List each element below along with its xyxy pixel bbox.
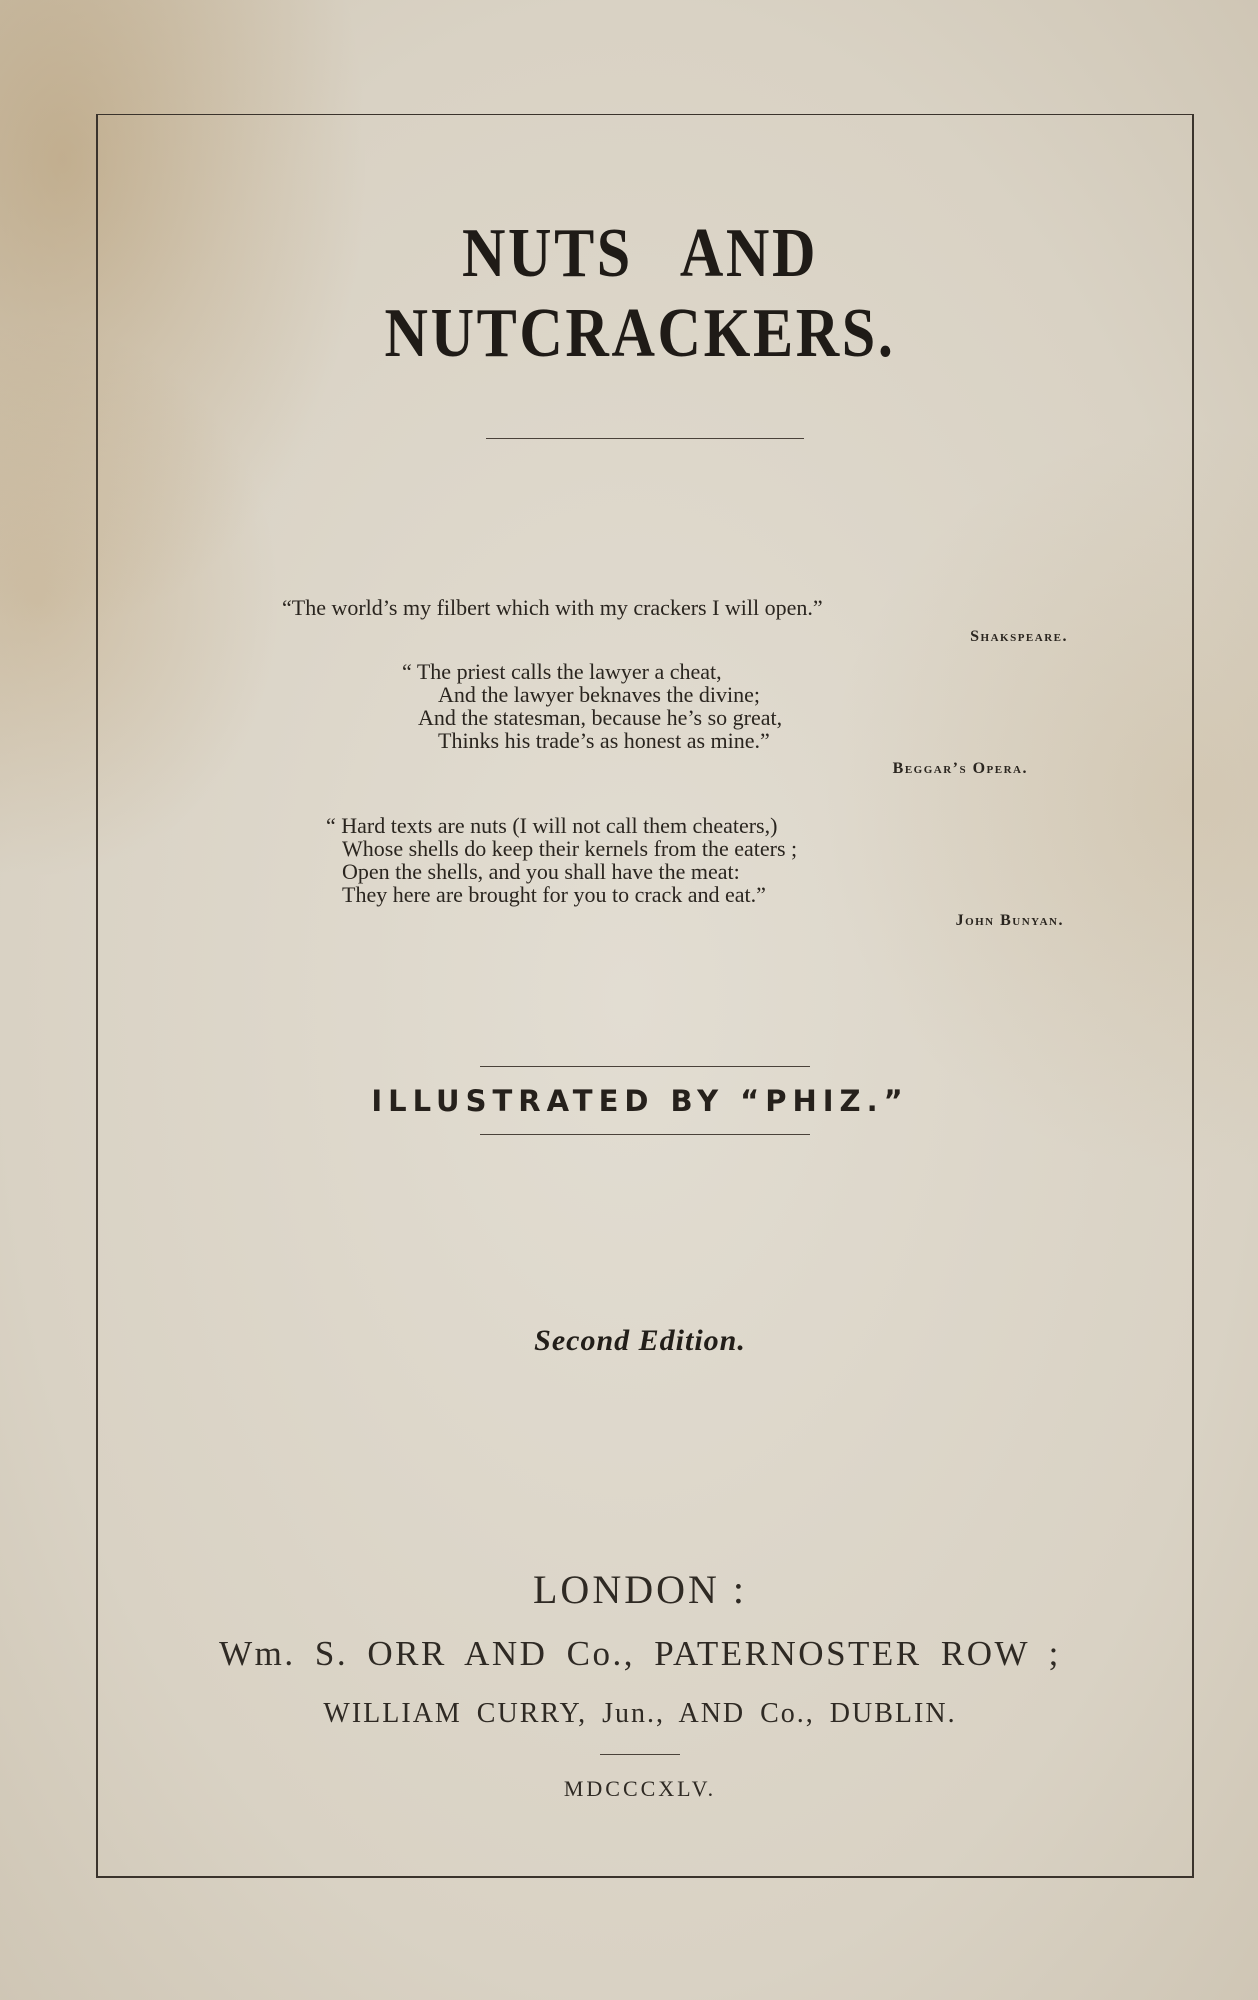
edition-statement: Second Edition. xyxy=(534,1324,746,1357)
epigraph-line: Open the shells, and you shall have the meat: xyxy=(342,859,740,884)
epigraph-line: “ The priest calls the lawyer a cheat, xyxy=(402,659,722,684)
imprint-year: MDCCCXLV. xyxy=(563,1776,717,1801)
attribution-beggars-opera: Beggar’s Opera. xyxy=(892,760,1028,777)
divider-rule-above-illustrator xyxy=(480,1066,810,1067)
attribution-bunyan: John Bunyan. xyxy=(955,912,1064,929)
divider-rule-imprint xyxy=(600,1754,680,1755)
imprint-publisher-london: Wm. S. ORR AND Co., PATERNOSTER ROW ; xyxy=(219,1634,1061,1673)
imprint-city: LONDON : xyxy=(533,1567,747,1612)
epigraph-beggars-opera xyxy=(402,660,782,752)
epigraph-line: Whose shells do keep their kernels from the eaters ; xyxy=(342,836,798,861)
divider-rule-top xyxy=(486,438,804,439)
page-border-frame xyxy=(96,114,1194,1878)
attribution-shakspeare: Shakspeare. xyxy=(970,628,1068,645)
epigraph-line: And the statesman, because he’s so great, xyxy=(418,705,783,730)
epigraph-line: They here are brought for you to crack and eat.” xyxy=(342,882,766,907)
epigraph-line: “The world’s my filbert which with my crackers I will open.” xyxy=(282,595,823,620)
epigraph-shakspeare xyxy=(282,596,823,619)
epigraph-bunyan xyxy=(326,814,797,906)
illustrator-credit: ILLUSTRATED BY “PHIZ.” xyxy=(371,1084,909,1118)
epigraph-line: Thinks his trade’s as honest as mine.” xyxy=(438,728,770,753)
book-title: NUTS AND NUTCRACKERS. xyxy=(384,215,896,372)
divider-rule-below-illustrator xyxy=(480,1134,810,1135)
epigraph-line: “ Hard texts are nuts (I will not call them cheaters,) xyxy=(326,813,778,838)
imprint-publisher-dublin: WILLIAM CURRY, Jun., AND Co., DUBLIN. xyxy=(323,1698,957,1729)
epigraph-line: And the lawyer beknaves the divine; xyxy=(438,682,760,707)
